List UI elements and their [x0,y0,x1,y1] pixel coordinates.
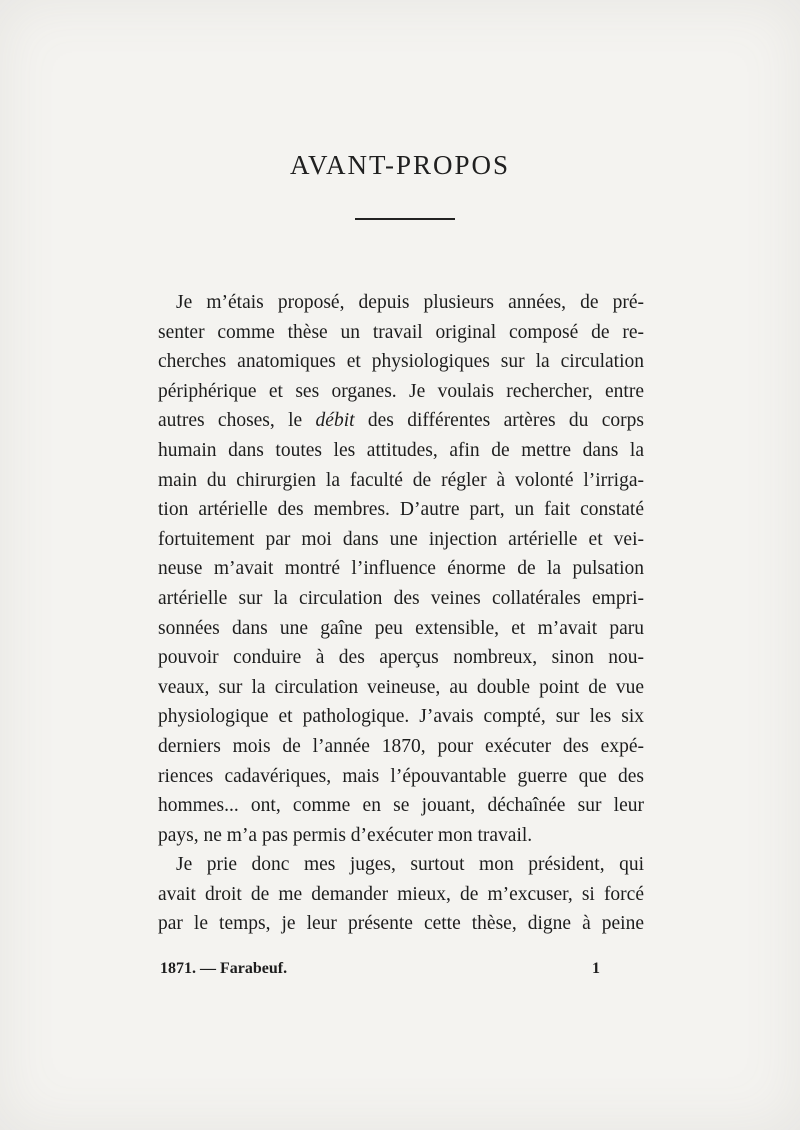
text-line: tion artérielle des membres. D’autre part, un fait constaté [158,499,644,521]
text-line: neuse m’avait montré l’influence énorme de la pulsation [158,558,644,580]
text-line: main du chirurgien la faculté de régler à volonté l’irriga- [158,469,644,491]
text-line: périphérique et ses organes. Je voulais rechercher, entre [158,380,644,402]
text-line: pays, ne m’a pas permis d’exécuter mon travail. [158,824,533,846]
text-line: fortuitement par moi dans une injection artérielle et vei- [158,528,644,550]
text-line: senter comme thèse un travail original composé de re- [158,321,644,343]
text-line: veaux, sur la circulation veineuse, au double point de vue [158,676,644,698]
text-line: Je m’étais proposé, depuis plusieurs années, de pré- [176,292,644,313]
title-rule [355,218,455,220]
text-line: pouvoir conduire à des aperçus nombreux, sinon nou- [158,647,644,669]
text-line: riences cadavériques, mais l’épouvantable guerre que des [158,765,644,787]
page-title: AVANT-PROPOS [289,150,511,180]
text-line: derniers mois de l’année 1870, pour exécuter des expé- [158,735,644,757]
page-number: 1 [592,960,600,977]
text-line: avait droit de me demander mieux, de m’excuser, si forcé [158,883,644,905]
text-line: physiologique et pathologique. J’avais compté, sur les six [158,706,644,728]
body-text [158,288,644,939]
text-line: cherches anatomiques et physiologiques sur la circulation [158,351,644,373]
footer-signature: 1871. — Farabeuf. [160,960,288,977]
text-line: autres choses, le débit des différentes artères du corps [158,410,644,432]
text-line: sonnées dans une gaîne peu extensible, et m’avait paru [158,617,644,639]
text-line: par le temps, je leur présente cette thèse, digne à peine [158,913,644,935]
text-line: hommes... ont, comme en se jouant, déchaînée sur leur [158,795,644,817]
text-line: artérielle sur la circulation des veines collatérales empri- [158,587,644,609]
text-line: Je prie donc mes juges, surtout mon président, qui [176,854,644,876]
text-line: humain dans toutes les attitudes, afin de mettre dans la [158,439,644,461]
